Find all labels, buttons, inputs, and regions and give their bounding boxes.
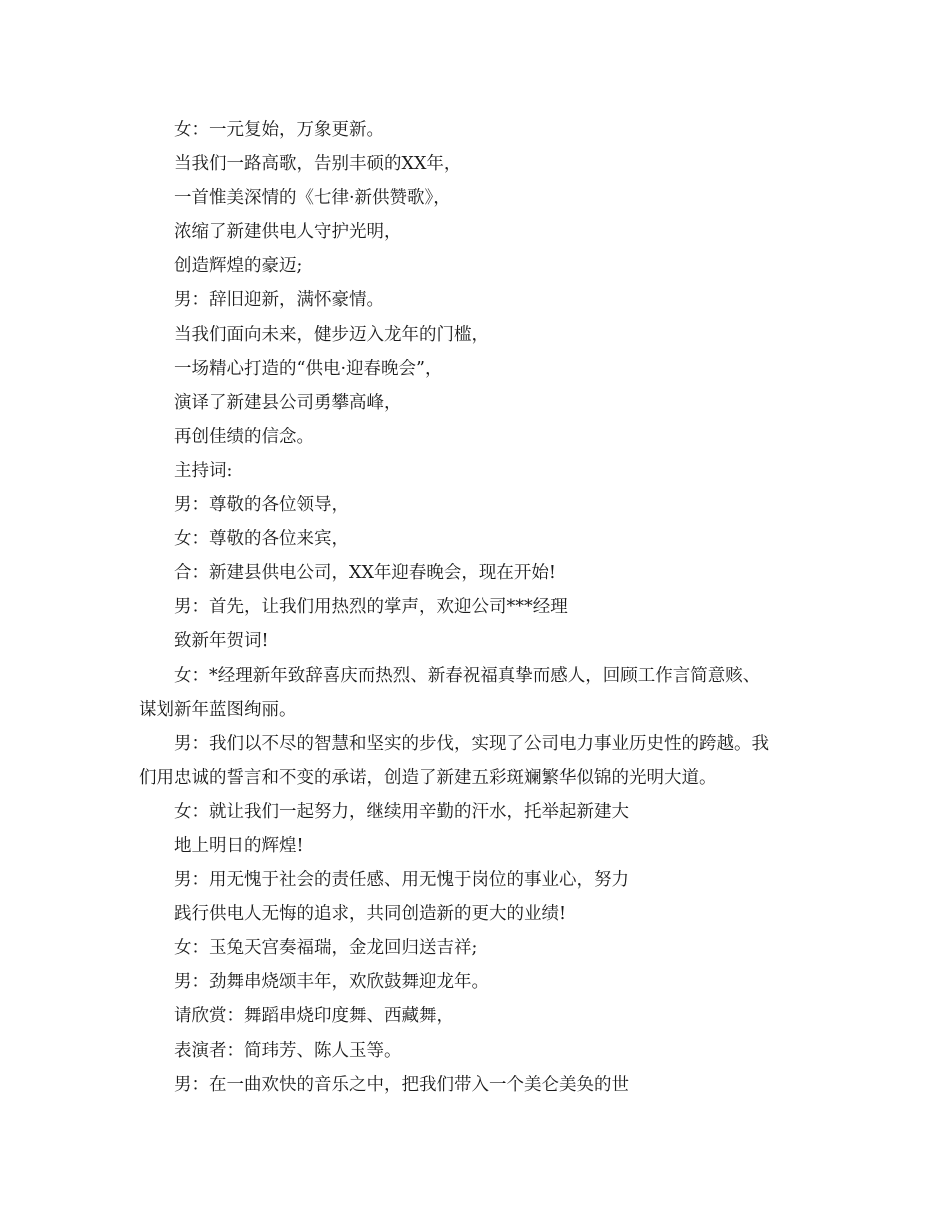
text-line: 再创佳绩的信念。 bbox=[174, 426, 314, 447]
text-line: 女：一元复始，万象更新。 bbox=[174, 120, 384, 140]
text-line: 地上明日的辉煌! bbox=[174, 835, 304, 856]
paragraph-continuation-line: 们用忠诚的誓言和不变的承诺，创造了新建五彩斑斓繁华似锦的光明大道。 bbox=[139, 767, 717, 788]
text-line: 致新年贺词! bbox=[174, 631, 269, 652]
text-line: 践行供电人无悔的追求，共同创造新的更大的业绩! bbox=[174, 904, 567, 925]
text-line: 主持词: bbox=[174, 460, 233, 481]
text-line: 一首惟美深情的《七律·新供赞歌》， bbox=[174, 188, 451, 209]
text-line: 演译了新建县公司勇攀高峰， bbox=[174, 392, 402, 413]
text-line: 一场精心打造的“供电·迎春晚会”， bbox=[174, 358, 443, 379]
text-line: 创造辉煌的豪迈; bbox=[174, 256, 303, 277]
text-line: 女：就让我们一起努力，继续用辛勤的汗水，托举起新建大 bbox=[174, 801, 629, 822]
text-line: 男：在一曲欢快的音乐之中，把我们带入一个美仑美奂的世 bbox=[174, 1074, 629, 1095]
paragraph-first-line: 女：*经理新年致辞喜庆而热烈、新春祝福真挚而感人，回顾工作言简意赅、 bbox=[174, 665, 761, 686]
text-line: 男：用无愧于社会的责任感、用无愧于岗位的事业心，努力 bbox=[174, 870, 629, 891]
text-line: 男：首先，让我们用热烈的掌声，欢迎公司***经理 bbox=[174, 597, 568, 618]
text-line: 合：新建县供电公司，XX年迎春晚会，现在开始! bbox=[174, 563, 556, 584]
paragraph-continuation-line: 谋划新年蓝图绚丽。 bbox=[139, 699, 297, 720]
text-line: 男：辞旧迎新，满怀豪情。 bbox=[174, 290, 384, 311]
text-line: 男：尊敬的各位领导， bbox=[174, 495, 349, 516]
paragraph-first-line: 男：我们以不尽的智慧和坚实的步伐，实现了公司电力事业历史性的跨越。我 bbox=[174, 733, 769, 754]
text-line: 请欣赏：舞蹈串烧印度舞、西藏舞， bbox=[174, 1006, 454, 1027]
text-line: 浓缩了新建供电人守护光明， bbox=[174, 222, 402, 243]
text-line: 女：玉兔天宫奏福瑞，金龙回归送吉祥; bbox=[174, 938, 478, 959]
text-line: 当我们一路高歌，告别丰硕的XX年， bbox=[174, 154, 462, 175]
text-line: 女：尊敬的各位来宾， bbox=[174, 529, 349, 550]
text-line: 男：劲舞串烧颂丰年，欢欣鼓舞迎龙年。 bbox=[174, 972, 489, 993]
text-line: 当我们面向未来，健步迈入龙年的门槛， bbox=[174, 324, 489, 345]
text-line: 表演者：简玮芳、陈人玉等。 bbox=[174, 1040, 402, 1061]
document-body bbox=[139, 113, 815, 1102]
